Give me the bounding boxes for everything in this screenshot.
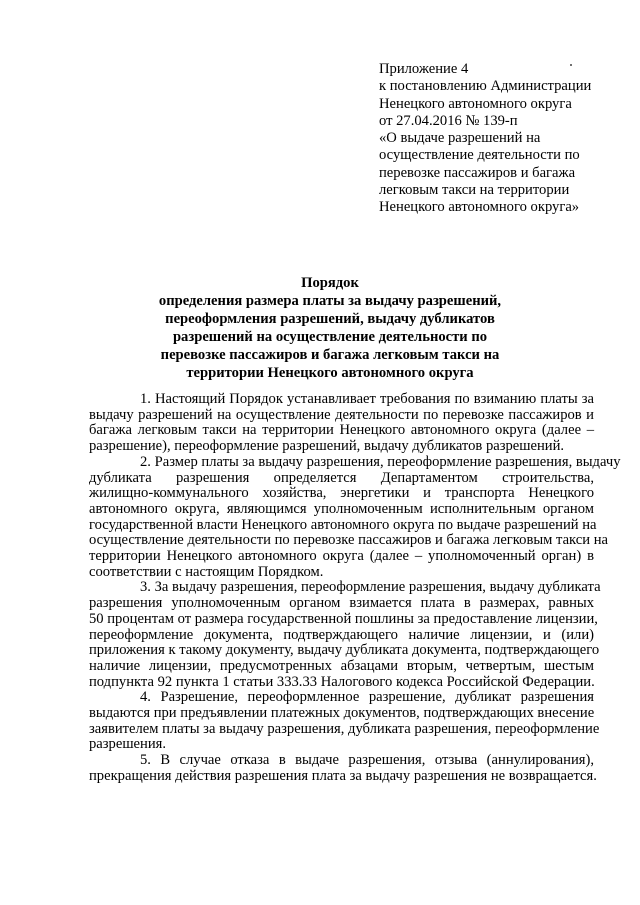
appendix-line: легковым такси на территории (379, 182, 570, 199)
paragraph-line: 3. За выдачу разрешения, переоформление разрешения, выдачу дубликата (140, 579, 601, 596)
paragraph-line: переоформление документа, подтверждающего наличие лицензии, и (или) (89, 626, 594, 643)
paragraph-line: приложения к такому документу, выдачу дубликата документа, подтверждающего (89, 642, 600, 659)
paragraph-line: выдаются при предъявлении платежных документов, подтверждающих внесение (89, 705, 595, 722)
paragraph-line: соответствии с настоящим Порядком. (89, 563, 324, 580)
title-line: определения размера платы за выдачу разрешений, (158, 293, 502, 309)
appendix-line: Приложение 4 (379, 61, 469, 77)
paragraph-line: государственной власти Ненецкого автономного округа по выдаче разрешений на (89, 516, 597, 533)
paragraph-line: 50 процентам от размера государственной пошлины за предоставление лицензии, (89, 610, 598, 627)
paragraph-line: разрешение), переоформление разрешений, выдачу дубликатов разрешений. (89, 438, 565, 455)
paragraph-line: осуществление деятельности по перевозке пассажиров и багажа легковым такси на (89, 532, 609, 549)
title-line: Порядок (301, 275, 359, 291)
paragraph-line: автономного округа, являющимся уполномоченным исполнительным органом (89, 500, 594, 517)
appendix-line: перевозке пассажиров и багажа (379, 164, 576, 181)
document-title (100, 274, 560, 382)
paragraph-line: подпункта 92 пункта 1 статьи 333.33 Налогового кодекса Российской Федерации. (89, 673, 595, 690)
paragraph-line: 5. В случае отказа в выдаче разрешения, отзыва (аннулирования), (140, 752, 594, 769)
appendix-line: от 27.04.2016 № 139-п (379, 112, 518, 129)
appendix-line: Ненецкого автономного округа» (379, 199, 580, 216)
paragraph-line: выдачу разрешений на осуществление деятельности по перевозке пассажиров и (89, 406, 594, 423)
appendix-header (379, 61, 619, 217)
paragraph-line: 4. Разрешение, переоформленное разрешение, дубликат разрешения (140, 689, 594, 706)
appendix-line: «О выдаче разрешений на (379, 130, 541, 147)
paragraph-line: 2. Размер платы за выдачу разрешения, переоформление разрешения, выдачу (140, 453, 621, 470)
paragraph-line: территории Ненецкого автономного округа (далее – уполномоченный орган) в (89, 548, 594, 565)
paragraph-line: разрешения уполномоченным органом взимается плата в размерах, равных (89, 595, 594, 612)
paragraph-line: 1. Настоящий Порядок устанавливает требования по взиманию платы за (140, 391, 594, 407)
paragraph-line: дубликата разрешения определяется Департаментом строительства, (89, 469, 594, 486)
paragraph-line: прекращения действия разрешения плата за выдачу разрешения не возвращается. (89, 767, 597, 784)
paragraph-line: наличие лицензии, предусмотренных абзацами вторым, четвертым, шестым (89, 657, 594, 674)
paragraph-line: багажа легковым такси на территории Ненецкого автономного округа (далее – (89, 422, 594, 439)
appendix-line: к постановлению Администрации (379, 78, 592, 95)
title-line: переоформления разрешений, выдачу дубликатов (165, 311, 495, 327)
title-line: разрешений на осуществление деятельности по (172, 329, 488, 345)
paragraph-3 (89, 579, 601, 690)
paragraph-line: жилищно-коммунального хозяйства, энергетики и транспорта Ненецкого (89, 485, 594, 502)
title-line: территории Ненецкого автономного округа (186, 365, 474, 381)
appendix-line: осуществление деятельности по (379, 147, 580, 164)
paragraph-4 (89, 689, 600, 753)
paragraph-1 (89, 392, 594, 455)
paragraph-line: разрешения. (89, 736, 167, 753)
title-line: перевозке пассажиров и багажа легковым такси на (160, 347, 500, 363)
appendix-line: Ненецкого автономного округа (379, 95, 572, 112)
paragraph-2 (89, 453, 621, 581)
paragraph-5 (89, 752, 597, 784)
paragraph-line: заявителем платы за выдачу разрешения, дубликата разрешения, переоформление (89, 720, 600, 737)
document-body (89, 391, 621, 785)
